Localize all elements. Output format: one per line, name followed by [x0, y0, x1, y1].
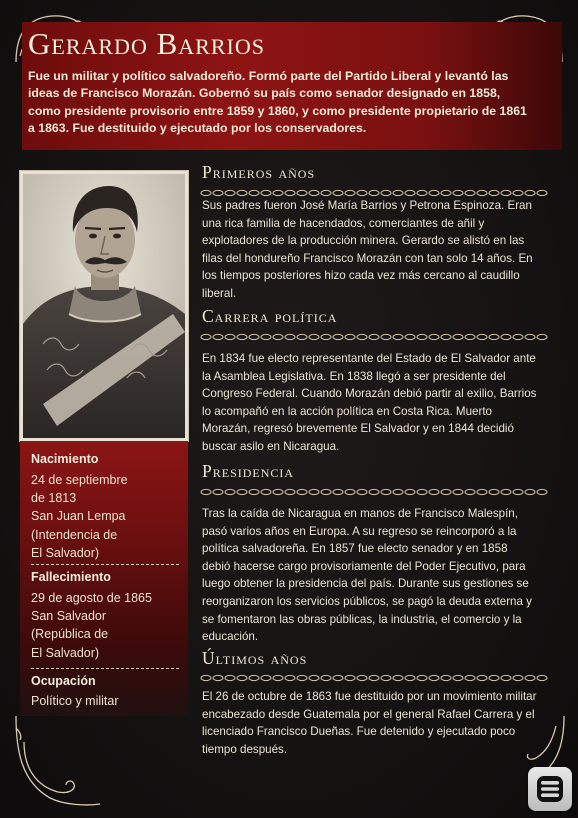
- divider-link: [297, 190, 307, 195]
- divider-link: [237, 675, 247, 680]
- info-divider: [31, 668, 179, 669]
- divider-link: [369, 675, 379, 680]
- divider-link: [477, 489, 487, 494]
- divider-link: [213, 675, 223, 680]
- divider-link: [285, 190, 295, 195]
- divider-link: [429, 334, 439, 339]
- divider-link: [441, 675, 451, 680]
- divider-link: [345, 489, 355, 494]
- divider-link: [321, 675, 331, 680]
- divider-link: [453, 190, 463, 195]
- divider-link: [369, 489, 379, 494]
- page-title: Gerardo Barrios: [28, 26, 265, 61]
- stacked-bars-logo-icon: [528, 767, 572, 811]
- divider-link: [465, 190, 475, 195]
- divider-link: [213, 334, 223, 339]
- divider-link: [441, 489, 451, 494]
- section-text-carrera-politica: En 1834 fue electo representante del Estado de El Salvador ante la Asamblea Legislativa. En 1838 llegó a ser presidente del Congreso Federal. Cuando Morazán debió partir al exilio, Barrios lo acompañó en la acción política en Costa Rica. Muerto Morazán, regresó brevemente El Salvador y en 1844 decidió buscar asilo en Nicaragua.: [202, 352, 537, 453]
- death-label: Fallecimiento: [31, 570, 111, 584]
- divider-link: [381, 489, 391, 494]
- divider-link: [381, 334, 391, 339]
- divider-link: [525, 190, 535, 195]
- divider-link: [237, 334, 247, 339]
- divider-link: [201, 675, 211, 680]
- divider-link: [441, 190, 451, 195]
- divider-link: [309, 489, 319, 494]
- divider-link: [489, 489, 499, 494]
- divider-link: [501, 489, 511, 494]
- divider-link: [261, 190, 271, 195]
- intro-paragraph: Fue un militar y político salvadoreño. Formó parte del Partido Liberal y levantó las ideas de Francisco Morazán. Gobernó su país como senador designado en 1858, como presidente provisorio entre 1859 y 1860, y como presidente propietario de 1861 a 1863. Fue destituido y ejecutado por los conservadores.: [28, 69, 527, 136]
- divider-link: [369, 334, 379, 339]
- divider-link: [309, 334, 319, 339]
- divider-link: [429, 190, 439, 195]
- divider-link: [297, 675, 307, 680]
- divider-link: [393, 675, 403, 680]
- divider-link: [537, 334, 547, 339]
- divider-link: [453, 334, 463, 339]
- divider-link: [273, 334, 283, 339]
- divider-link: [309, 190, 319, 195]
- divider-link: [405, 489, 415, 494]
- divider-link: [537, 190, 547, 195]
- divider-link: [381, 675, 391, 680]
- birth-label: Nacimiento: [31, 452, 99, 466]
- divider-link: [201, 334, 211, 339]
- divider-link: [405, 190, 415, 195]
- divider-link: [501, 675, 511, 680]
- divider-link: [525, 334, 535, 339]
- divider-link: [417, 675, 427, 680]
- divider-link: [417, 334, 427, 339]
- divider-link: [273, 190, 283, 195]
- divider-link: [513, 489, 523, 494]
- divider-link: [285, 489, 295, 494]
- divider-link: [441, 334, 451, 339]
- divider-link: [213, 489, 223, 494]
- divider-link: [357, 675, 367, 680]
- divider-link: [537, 489, 547, 494]
- divider-link: [273, 489, 283, 494]
- divider-link: [513, 190, 523, 195]
- divider-link: [465, 489, 475, 494]
- ornamental-divider: [200, 670, 556, 688]
- divider-link: [261, 489, 271, 494]
- divider-link: [225, 334, 235, 339]
- divider-link: [297, 334, 307, 339]
- divider-link: [393, 489, 403, 494]
- section-text-ultimos-anos: El 26 de octubre de 1863 fue destituido por un movimiento militar encabezado desde Guatemala por el general Rafael Carrera y el licenciado Francisco Dueñas. Fue detenido y ejecutado poco tiempo después.: [202, 690, 537, 756]
- divider-link: [249, 675, 259, 680]
- divider-link: [357, 489, 367, 494]
- divider-link: [285, 334, 295, 339]
- info-panel: [20, 441, 188, 716]
- divider-link: [477, 334, 487, 339]
- divider-link: [477, 675, 487, 680]
- divider-link: [345, 334, 355, 339]
- divider-link: [285, 675, 295, 680]
- divider-link: [501, 334, 511, 339]
- divider-link: [249, 190, 259, 195]
- divider-link: [381, 190, 391, 195]
- portrait-frame: [20, 171, 188, 441]
- divider-link: [429, 675, 439, 680]
- divider-link: [249, 334, 259, 339]
- section-text-presidencia: Tras la caída de Nicaragua en manos de Francisco Malespín, pasó varios años en Europa. A su regreso se reincorporó a la política salvadoreña. En 1857 fue electo senador y en 1858 debió hacerse cargo provisoriamente del Poder Ejecutivo, para luego obtener la presidencia del país. Durante sus gestiones se reorganizaron los servicios públicos, se pagó la deuda externa y se fomentaron las obras públicas, la industria, el comercio y la educación.: [202, 507, 532, 644]
- occupation-label: Ocupación: [31, 674, 96, 688]
- info-divider: [31, 564, 179, 565]
- divider-link: [225, 190, 235, 195]
- divider-link: [477, 190, 487, 195]
- divider-link: [513, 334, 523, 339]
- divider-link: [273, 675, 283, 680]
- portrait-image: [23, 174, 185, 438]
- divider-link: [465, 334, 475, 339]
- divider-link: [357, 190, 367, 195]
- divider-link: [369, 190, 379, 195]
- occupation-value: Político y militar: [31, 694, 119, 708]
- divider-link: [357, 334, 367, 339]
- section-title-presidencia: Presidencia: [202, 461, 295, 481]
- divider-link: [297, 489, 307, 494]
- divider-link: [201, 190, 211, 195]
- divider-link: [405, 334, 415, 339]
- ornamental-divider: [200, 329, 556, 347]
- divider-link: [537, 675, 547, 680]
- divider-link: [321, 489, 331, 494]
- divider-link: [333, 675, 343, 680]
- section-title-ultimos-anos: Últimos años: [202, 648, 308, 668]
- divider-link: [237, 190, 247, 195]
- birth-value: 24 de septiembre de 1813 San Juan Lempa (Intendencia de El Salvador): [31, 473, 128, 560]
- divider-link: [237, 489, 247, 494]
- divider-link: [261, 334, 271, 339]
- divider-link: [321, 190, 331, 195]
- divider-link: [501, 190, 511, 195]
- divider-link: [393, 334, 403, 339]
- divider-link: [345, 675, 355, 680]
- divider-link: [405, 675, 415, 680]
- divider-link: [525, 675, 535, 680]
- divider-link: [249, 489, 259, 494]
- divider-link: [489, 190, 499, 195]
- ornamental-divider: [200, 484, 556, 502]
- divider-link: [201, 489, 211, 494]
- divider-link: [429, 489, 439, 494]
- divider-link: [453, 489, 463, 494]
- divider-link: [513, 675, 523, 680]
- section-title-carrera-politica: Carrera política: [202, 306, 338, 326]
- divider-link: [309, 675, 319, 680]
- section-title-primeros-anos: Primeros años: [202, 162, 316, 182]
- divider-link: [393, 190, 403, 195]
- divider-link: [465, 675, 475, 680]
- divider-link: [525, 489, 535, 494]
- divider-link: [333, 489, 343, 494]
- divider-link: [261, 675, 271, 680]
- bottom-left-flourish-icon: [6, 712, 106, 812]
- divider-link: [489, 334, 499, 339]
- divider-link: [333, 190, 343, 195]
- divider-link: [225, 675, 235, 680]
- divider-link: [213, 190, 223, 195]
- divider-link: [453, 675, 463, 680]
- divider-link: [321, 334, 331, 339]
- divider-link: [333, 334, 343, 339]
- section-text-primeros-anos: Sus padres fueron José María Barrios y Petrona Espinoza. Eran una rica familia de hacendados, comerciantes de añil y explotadores de la producción minera. Gerardo se alistó en las filas del hondureño Francisco Morazán con tan solo 14 años. En los tiempos posteriores hizo cada vez más cercano al caudillo liberal.: [202, 199, 533, 300]
- divider-link: [417, 489, 427, 494]
- divider-link: [345, 190, 355, 195]
- divider-link: [225, 489, 235, 494]
- divider-link: [489, 675, 499, 680]
- divider-link: [417, 190, 427, 195]
- death-value: 29 de agosto de 1865 San Salvador (República de El Salvador): [31, 591, 152, 660]
